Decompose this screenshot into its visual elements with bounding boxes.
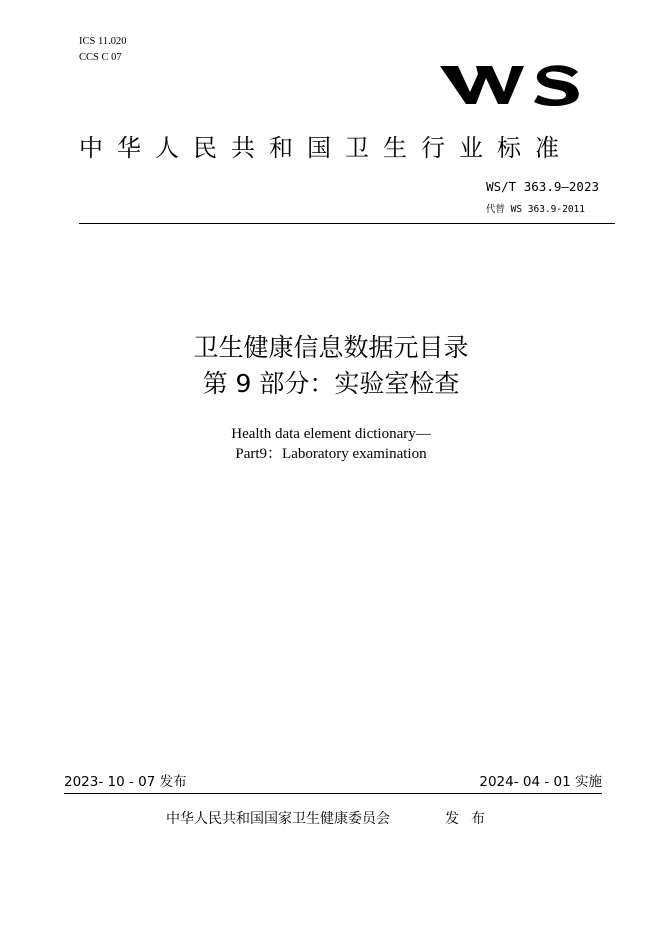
english-title (0, 424, 662, 464)
standard-number: WS/T 363.9—2023 (486, 179, 599, 194)
replaced-standard: 代替 WS 363.9-2011 (485, 204, 585, 215)
english-title-line-2: Part9：Laboratory examination (235, 446, 427, 462)
chinese-title-line-2: 第 9 部分：实验室检查 (202, 369, 460, 398)
issue-label: 发布 (445, 811, 497, 827)
implementation-date: 2024- 04 - 01 实施 (479, 774, 602, 790)
issuing-authority: 中华人民共和国国家卫生健康委员会 (166, 811, 390, 827)
classification-codes (79, 34, 126, 66)
ccs-code: CCS C 07 (79, 52, 122, 63)
english-title-line-1: Health data element dictionary— (231, 426, 431, 442)
header-divider (79, 223, 615, 224)
ws-logo (440, 62, 580, 106)
industry-standard-title: 中华人民共和国卫生行业标准 (79, 134, 573, 162)
chinese-title (0, 330, 662, 402)
chinese-title-line-1: 卫生健康信息数据元目录 (193, 333, 469, 362)
footer-divider (64, 793, 602, 794)
publish-date: 2023- 10 - 07 发布 (64, 774, 187, 790)
logo-letter-s (534, 65, 579, 106)
ics-code: ICS 11.020 (79, 36, 127, 47)
logo-letter-w (440, 66, 524, 104)
